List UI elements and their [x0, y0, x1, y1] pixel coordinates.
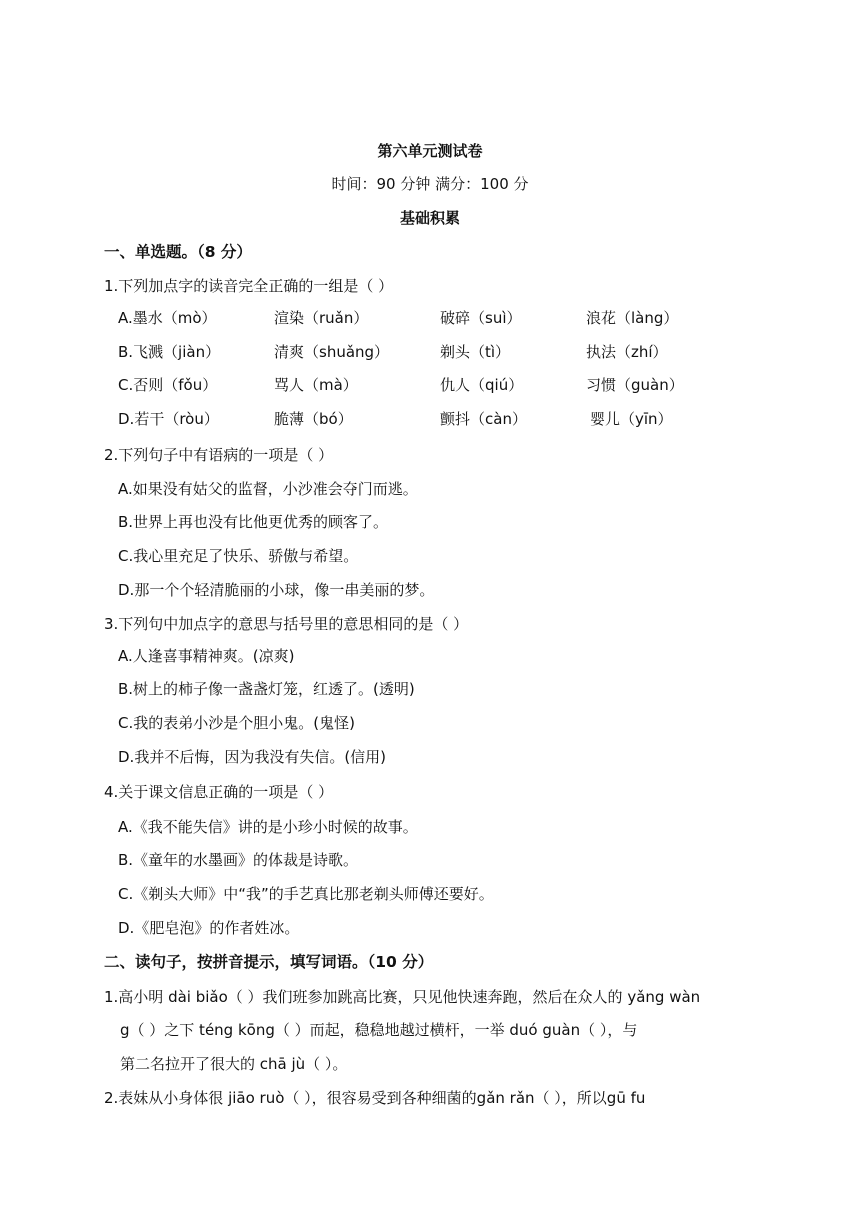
q1-option-c2: 骂人（mà） [274, 376, 358, 394]
q2-option-d: D.那一个个轻清脆丽的小球，像一串美丽的梦。 [118, 581, 435, 599]
q3-option-d: D.我并不后悔，因为我没有失信。(信用) [118, 748, 387, 766]
q1-option-c3: 仇人（qiú） [440, 376, 524, 394]
q1-option-b1: B.飞溅（jiàn） [118, 343, 221, 361]
q4-option-b: B.《童年的水墨画》的体裁是诗歌。 [118, 851, 359, 869]
q1-option-b2: 清爽（shuǎng） [274, 343, 390, 361]
q1-option-a4: 浪花（làng） [586, 309, 679, 327]
s2-q1-line-3: 第二名拉开了很大的 chā jù（ ）。 [120, 1055, 348, 1073]
s2-q1-line-1: 1.高小明 dài biǎo（ ）我们班参加跳高比赛，只见他快速奔跑，然后在众人的 yǎng wàn [104, 988, 701, 1006]
q1-option-d4: 婴儿（yīn） [590, 410, 673, 428]
q1-option-d2: 脆薄（bó） [274, 410, 353, 428]
q1-option-b3: 剃头（tì） [440, 343, 511, 361]
q3-option-c: C.我的表弟小沙是个胆小鬼。(鬼怪) [118, 714, 355, 732]
s2-q2-line-1: 2.表妹从小身体很 jiāo ruò（ ），很容易受到各种细菌的gǎn rǎn（ ），所以gū fu [104, 1089, 646, 1107]
section-1-heading: 一、单选题。（8 分） [104, 243, 252, 261]
q3-option-b: B.树上的柿子像一盏盏灯笼，红透了。(透明) [118, 680, 415, 698]
q1-stem: 1.下列加点字的读音完全正确的一组是（ ） [104, 277, 394, 295]
q3-option-a: A.人逢喜事精神爽。(凉爽) [118, 647, 295, 665]
q1-option-a2: 渲染（ruǎn） [274, 309, 369, 327]
q1-option-b4: 执法（zhí） [586, 343, 668, 361]
q4-stem: 4.关于课文信息正确的一项是（ ） [104, 783, 334, 801]
q1-option-c4: 习惯（guàn） [586, 376, 684, 394]
q2-option-a: A.如果没有姑父的监督，小沙准会夺门而逃。 [118, 480, 418, 498]
q2-option-b: B.世界上再也没有比他更优秀的顾客了。 [118, 513, 389, 531]
q4-option-d: D.《肥皂泡》的作者姓冰。 [118, 919, 300, 937]
q4-option-c: C.《剃头大师》中“我”的手艺真比那老剃头师傅还要好。 [118, 885, 494, 903]
part-title: 基础积累 [399, 209, 460, 227]
time-info: 时间：90 分钟 满分：100 分 [331, 175, 529, 193]
q1-option-d3: 颤抖（càn） [440, 410, 527, 428]
q1-option-c1: C.否则（fǒu） [118, 376, 218, 394]
q1-option-d1: D.若干（ròu） [118, 410, 219, 428]
q2-option-c: C.我心里充足了快乐、骄傲与希望。 [118, 547, 359, 565]
section-2-heading: 二、读句子，按拼音提示，填写词语。（10 分） [104, 953, 434, 971]
s2-q1-line-2: g（ ）之下 téng kōng（ ）而起，稳稳地越过横杆，一举 duó guàn（ ），与 [120, 1021, 638, 1039]
q1-option-a3: 破碎（suì） [440, 309, 522, 327]
q4-option-a: A.《我不能失信》讲的是小珍小时候的故事。 [118, 818, 418, 836]
q1-option-a1: A.墨水（mò） [118, 309, 217, 327]
page-title: 第六单元测试卷 [377, 142, 483, 160]
q2-stem: 2.下列句子中有语病的一项是（ ） [104, 446, 334, 464]
q3-stem: 3.下列句中加点字的意思与括号里的意思相同的是（ ） [104, 615, 469, 633]
